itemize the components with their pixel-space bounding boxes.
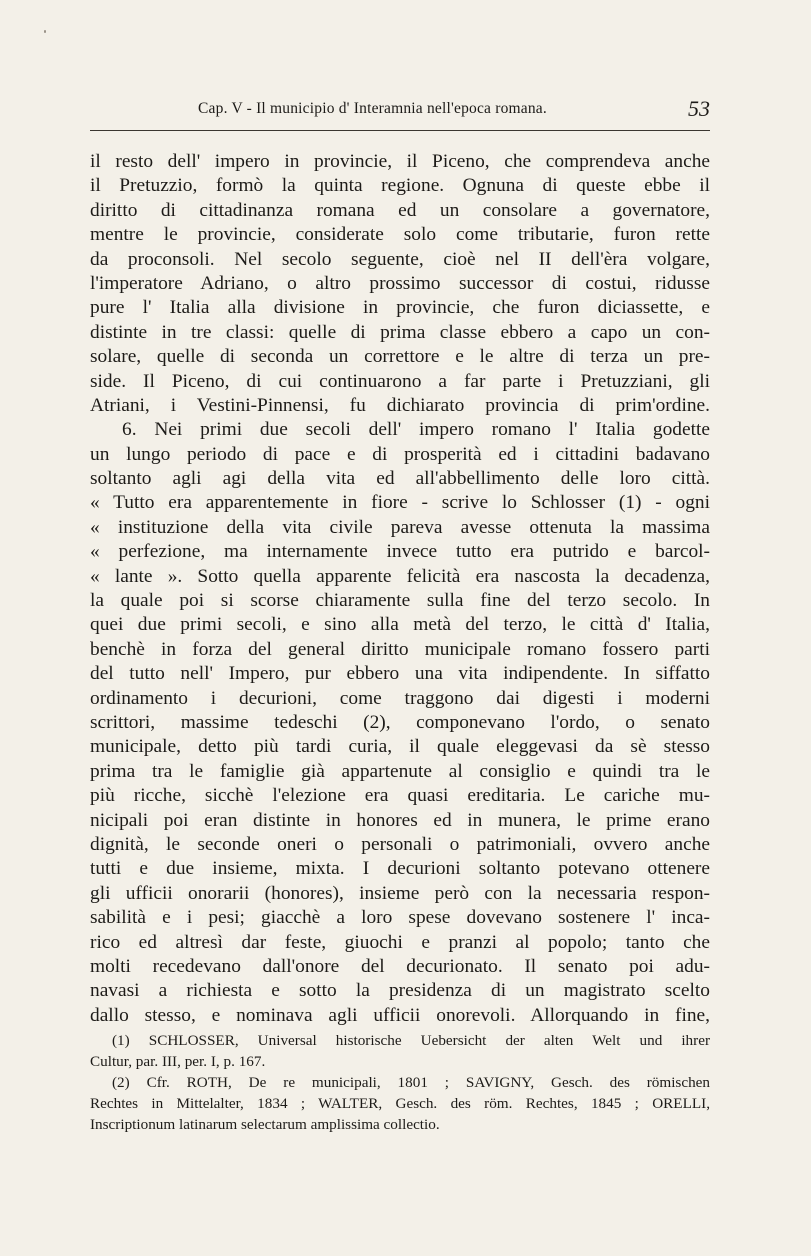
body-line: un lungo periodo di pace e di prosperità ed i cittadini badavano xyxy=(90,443,710,465)
body-line: tutti e due insieme, mixta. I decurioni soltanto potevano ottenere xyxy=(90,858,710,880)
body-line: molti recedevano dall'onore del decurionato. Il senato poi adu- xyxy=(90,955,710,977)
body-line: distinte in tre classi: quelle di prima classe ebbero a capo un con- xyxy=(90,321,710,343)
body-line: dignità, le seconde oneri o personali o patrimoniali, ovvero anche xyxy=(90,833,710,855)
footnote-line: (1) SCHLOSSER, Universal historische Uebersicht der alten Welt und ihrer xyxy=(112,1032,710,1049)
body-line: sabilità e i pesi; giacchè a loro spese dovevano sostenere l' inca- xyxy=(90,907,710,929)
footnote-line: (2) Cfr. ROTH, De re municipali, 1801 ; SAVIGNY, Gesch. des römischen xyxy=(112,1074,710,1091)
header-rule xyxy=(90,130,710,131)
body-line: 6. Nei primi due secoli dell' impero romano l' Italia godette xyxy=(122,419,710,441)
body-line: nicipali poi eran distinte in honores ed in munera, le prime erano xyxy=(90,809,710,831)
page-number: 53 xyxy=(688,96,710,121)
body-line: diritto di cittadinanza romana ed un consolare a governatore, xyxy=(90,199,710,221)
body-line: « instituzione della vita civile pareva avesse ottenuta la massima xyxy=(90,516,710,538)
body-line: il Pretuzzio, formò la quinta regione. Ognuna di queste ebbe il xyxy=(90,175,710,197)
footnote-line: Rechtes in Mittelalter, 1834 ; WALTER, Gesch. des röm. Rechtes, 1845 ; ORELLI, xyxy=(90,1095,710,1112)
body-line: gli ufficii onorarii (honores), insieme però con la necessaria respon- xyxy=(90,882,710,904)
body-line: scrittori, massime tedeschi (2), componevano l'ordo, o senato xyxy=(90,711,710,733)
body-line: ordinamento i decurioni, come traggono dai digesti i moderni xyxy=(90,687,710,709)
body-line: rico ed altresì dar feste, giuochi e pranzi al popolo; tanto che xyxy=(90,931,710,953)
body-line: Atriani, i Vestini-Pinnensi, fu dichiarato provincia di prim'ordine. xyxy=(90,394,710,416)
body-line: « lante ». Sotto quella apparente felicità era nascosta la decadenza, xyxy=(90,565,710,587)
body-line: mentre le provincie, considerate solo come tributarie, furon rette xyxy=(90,224,710,246)
body-line: l'imperatore Adriano, o altro prossimo successor di costui, ridusse xyxy=(90,272,710,294)
body-line: del tutto nell' Impero, pur ebbero una vita indipendente. In siffatto xyxy=(90,663,710,685)
running-title: Cap. V - Il municipio d' Interamnia nell'epoca romana. xyxy=(198,100,547,117)
body-line: « Tutto era apparentemente in fiore - scrive lo Schlosser (1) - ogni xyxy=(90,492,710,514)
body-line: il resto dell' impero in provincie, il Piceno, che comprendeva anche xyxy=(90,151,710,172)
body-line: solare, quelle di seconda un correttore e le altre di terza un pre- xyxy=(90,346,710,368)
body-line: pure l' Italia alla divisione in provincie, che furon diciassette, e xyxy=(90,297,710,319)
footnote-line: Inscriptionum latinarum selectarum amplissima collectio. xyxy=(90,1116,440,1133)
paper-speck xyxy=(44,30,46,33)
body-line: da proconsoli. Nel secolo seguente, cioè nel II dell'èra volgare, xyxy=(90,248,710,270)
body-line: dallo stesso, e nominava agli ufficii onorevoli. Allorquando in fine, xyxy=(90,1004,710,1026)
body-line: più ricche, sicchè l'elezione era quasi ereditaria. Le cariche mu- xyxy=(90,785,710,807)
body-line: prima tra le famiglie già appartenute al consiglio e quindi tra le xyxy=(90,760,710,782)
body-text xyxy=(90,150,710,1028)
body-line: « perfezione, ma internamente invece tutto era putrido e barcol- xyxy=(90,541,710,563)
body-line: benchè in forza del general diritto municipale romano fossero parti xyxy=(90,638,710,660)
body-line: soltanto agli agi della vita ed all'abbellimento delle loro città. xyxy=(90,468,710,490)
body-line: municipale, detto più tardi curia, il quale eleggevasi da sè stesso xyxy=(90,736,710,758)
body-line: quei due primi secoli, e sino alla metà del terzo, le città d' Italia, xyxy=(90,614,710,636)
body-line: la quale poi si scorse chiaramente sulla fine del terzo secolo. In xyxy=(90,590,710,612)
body-line: navasi a richiesta e sotto la presidenza di un magistrato scelto xyxy=(90,980,710,1002)
footnotes xyxy=(90,1030,710,1135)
page-header xyxy=(90,96,710,130)
body-line: side. Il Piceno, di cui continuarono a far parte i Pretuzziani, gli xyxy=(90,370,710,392)
footnote-line: Cultur, par. III, per. I, p. 167. xyxy=(90,1053,266,1070)
